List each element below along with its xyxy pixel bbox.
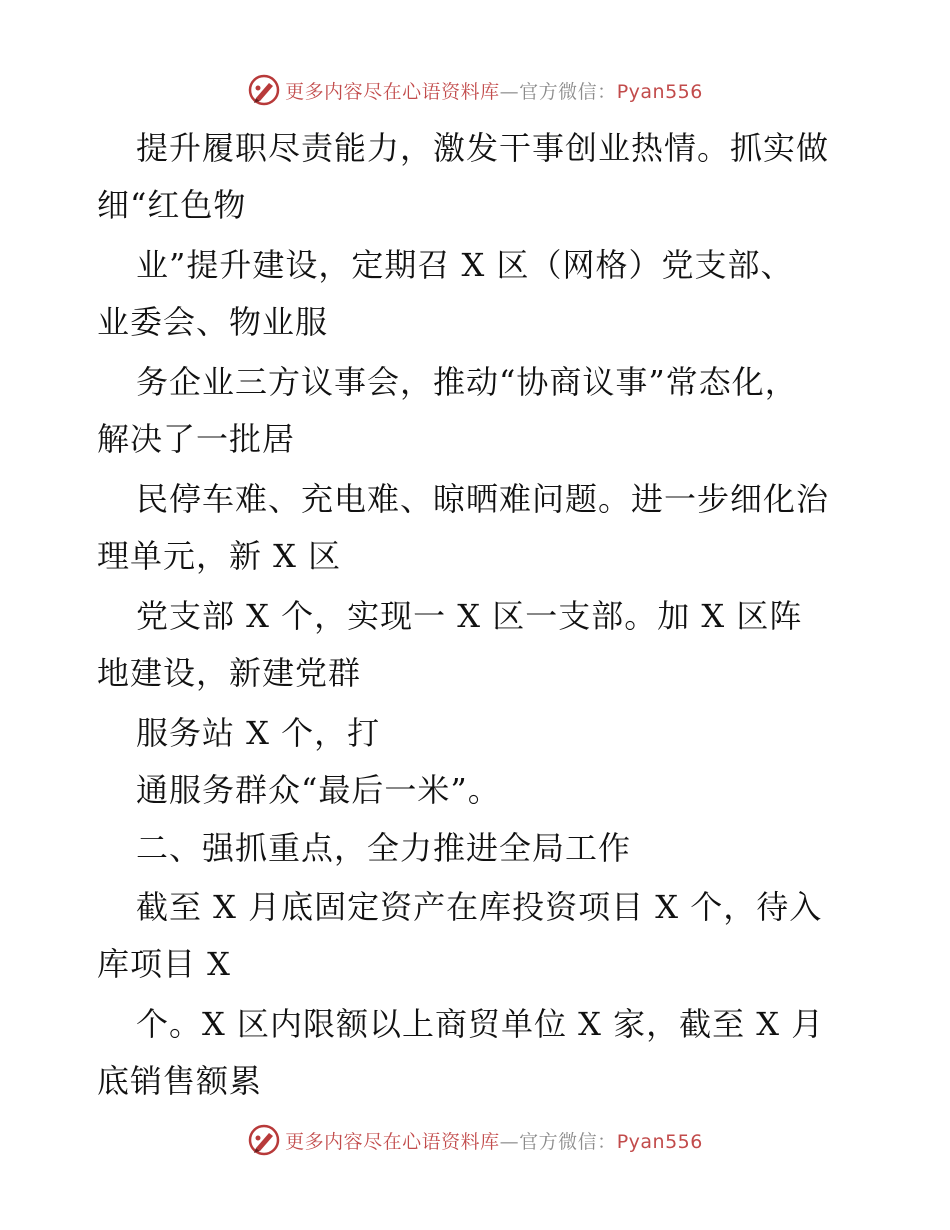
text-line: 个。X 区内限额以上商贸单位 X 家，截至 X 月 — [136, 1005, 825, 1043]
text-line: 截至 X 月底固定资产在库投资项目 X 个，待入 — [136, 888, 823, 926]
text-line: 通服务群众“最后一米”。 — [136, 771, 501, 809]
pen-logo-icon — [247, 1123, 281, 1157]
text-line: 业”提升建设，定期召 X 区（网格）党支部、 — [136, 246, 794, 284]
text-line: 服务站 X 个，打 — [136, 714, 381, 752]
footer-wechat-label: 官方微信： — [519, 1130, 617, 1153]
text-line: 务企业三方议事会，推动“协商议事”常态化， — [136, 363, 798, 401]
text-line: 业委会、物业服 — [97, 303, 329, 341]
text-line: 细“红色物 — [97, 186, 247, 224]
text-line: 提升履职尽责能力，激发干事创业热情。抓实做 — [136, 129, 830, 167]
footer-dash: — — [499, 1130, 520, 1153]
header-dash: — — [499, 80, 520, 103]
header-text — [285, 77, 703, 104]
text-line: 民停车难、充电难、晾晒难问题。进一步细化治 — [136, 480, 830, 518]
section-heading: 二、强抓重点，全力推进全局工作 — [136, 829, 632, 867]
text-line: 地建设，新建党群 — [97, 654, 362, 692]
header-wechat-id: Pyan556 — [616, 80, 703, 103]
header-wechat-label: 官方微信： — [519, 80, 617, 103]
text-line: 解决了一批居 — [97, 420, 296, 458]
pen-logo-icon — [247, 73, 281, 107]
header-banner — [0, 70, 950, 110]
footer-banner — [0, 1120, 950, 1160]
text-line: 党支部 X 个，实现一 X 区一支部。加 X 区阵 — [136, 597, 803, 635]
text-line: 库项目 X — [97, 945, 231, 983]
header-site: 更多内容尽在心语资料库 — [285, 80, 500, 103]
footer-text — [285, 1127, 703, 1154]
text-line: 理单元，新 X 区 — [97, 537, 342, 575]
text-line: 底销售额累 — [97, 1062, 263, 1100]
footer-site: 更多内容尽在心语资料库 — [285, 1130, 500, 1153]
footer-wechat-id: Pyan556 — [616, 1130, 703, 1153]
